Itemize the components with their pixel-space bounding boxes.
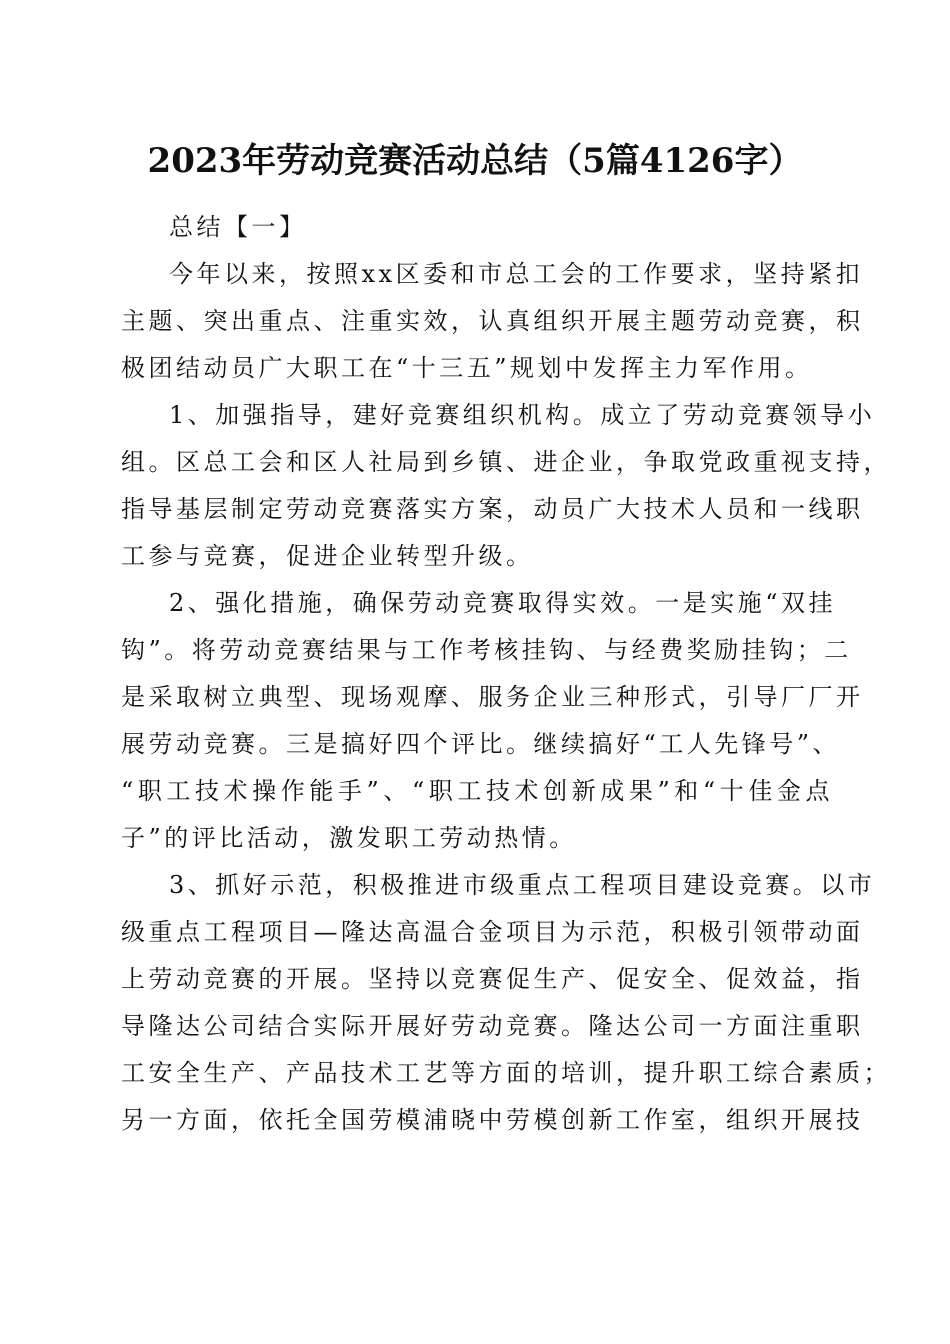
item-3-paragraph — [121, 862, 891, 1144]
paragraph-line: 工参与竞赛，促进企业转型升级。 — [121, 542, 534, 570]
paragraph-line: 今年以来，按照xx区委和市总工会的工作要求，坚持紧扣 — [169, 260, 864, 288]
paragraph-line: 子”的评比活动，激发职工劳动热情。 — [121, 824, 577, 852]
paragraph-line: 钩”。将劳动竞赛结果与工作考核挂钩、与经费奖励挂钩；二 — [121, 636, 852, 664]
paragraph-line: 是采取树立典型、现场观摩、服务企业三种形式，引导厂厂开 — [121, 683, 864, 711]
paragraph-line: 工安全生产、产品技术工艺等方面的培训，提升职工综合素质； — [121, 1059, 891, 1087]
paragraph-line: 1、加强指导，建好竞赛组织机构。成立了劳动竞赛领导小 — [169, 401, 876, 429]
paragraph-line: 导隆达公司结合实际开展好劳动竞赛。隆达公司一方面注重职 — [121, 1012, 864, 1040]
paragraph-line: 3、抓好示范，积极推进市级重点工程项目建设竞赛。以市 — [169, 871, 876, 899]
document-body — [121, 204, 891, 1144]
paragraph-line: 展劳动竞赛。三是搞好四个评比。继续搞好“工人先锋号”、 — [121, 730, 841, 758]
intro-paragraph — [121, 251, 864, 392]
item-2-paragraph — [121, 580, 864, 862]
document-title: 2023年劳动竞赛活动总结（5篇4126字） — [147, 141, 803, 181]
paragraph-line: 组。区总工会和区人社局到乡镇、进企业，争取党政重视支持， — [121, 448, 891, 476]
paragraph-line: 极团结动员广大职工在“十三五”规划中发挥主力军作用。 — [121, 354, 813, 382]
paragraph-line: 指导基层制定劳动竞赛落实方案，动员广大技术人员和一线职 — [121, 495, 864, 523]
item-1-paragraph — [121, 392, 891, 580]
paragraph-line: 2、强化措施，确保劳动竞赛取得实效。一是实施“双挂 — [169, 589, 837, 617]
paragraph-line: 主题、突出重点、注重实效，认真组织开展主题劳动竞赛，积 — [121, 307, 864, 335]
section-heading: 总结【一】 — [169, 213, 307, 241]
paragraph-line: 级重点工程项目—隆达高温合金项目为示范，积极引领带动面 — [121, 918, 864, 946]
paragraph-line: “职工技术操作能手”、“职工技术创新成果”和“十佳金点 — [121, 777, 833, 805]
paragraph-line: 上劳动竞赛的开展。坚持以竞赛促生产、促安全、促效益，指 — [121, 965, 864, 993]
paragraph-line: 另一方面，依托全国劳模浦晓中劳模创新工作室，组织开展技 — [121, 1106, 864, 1134]
